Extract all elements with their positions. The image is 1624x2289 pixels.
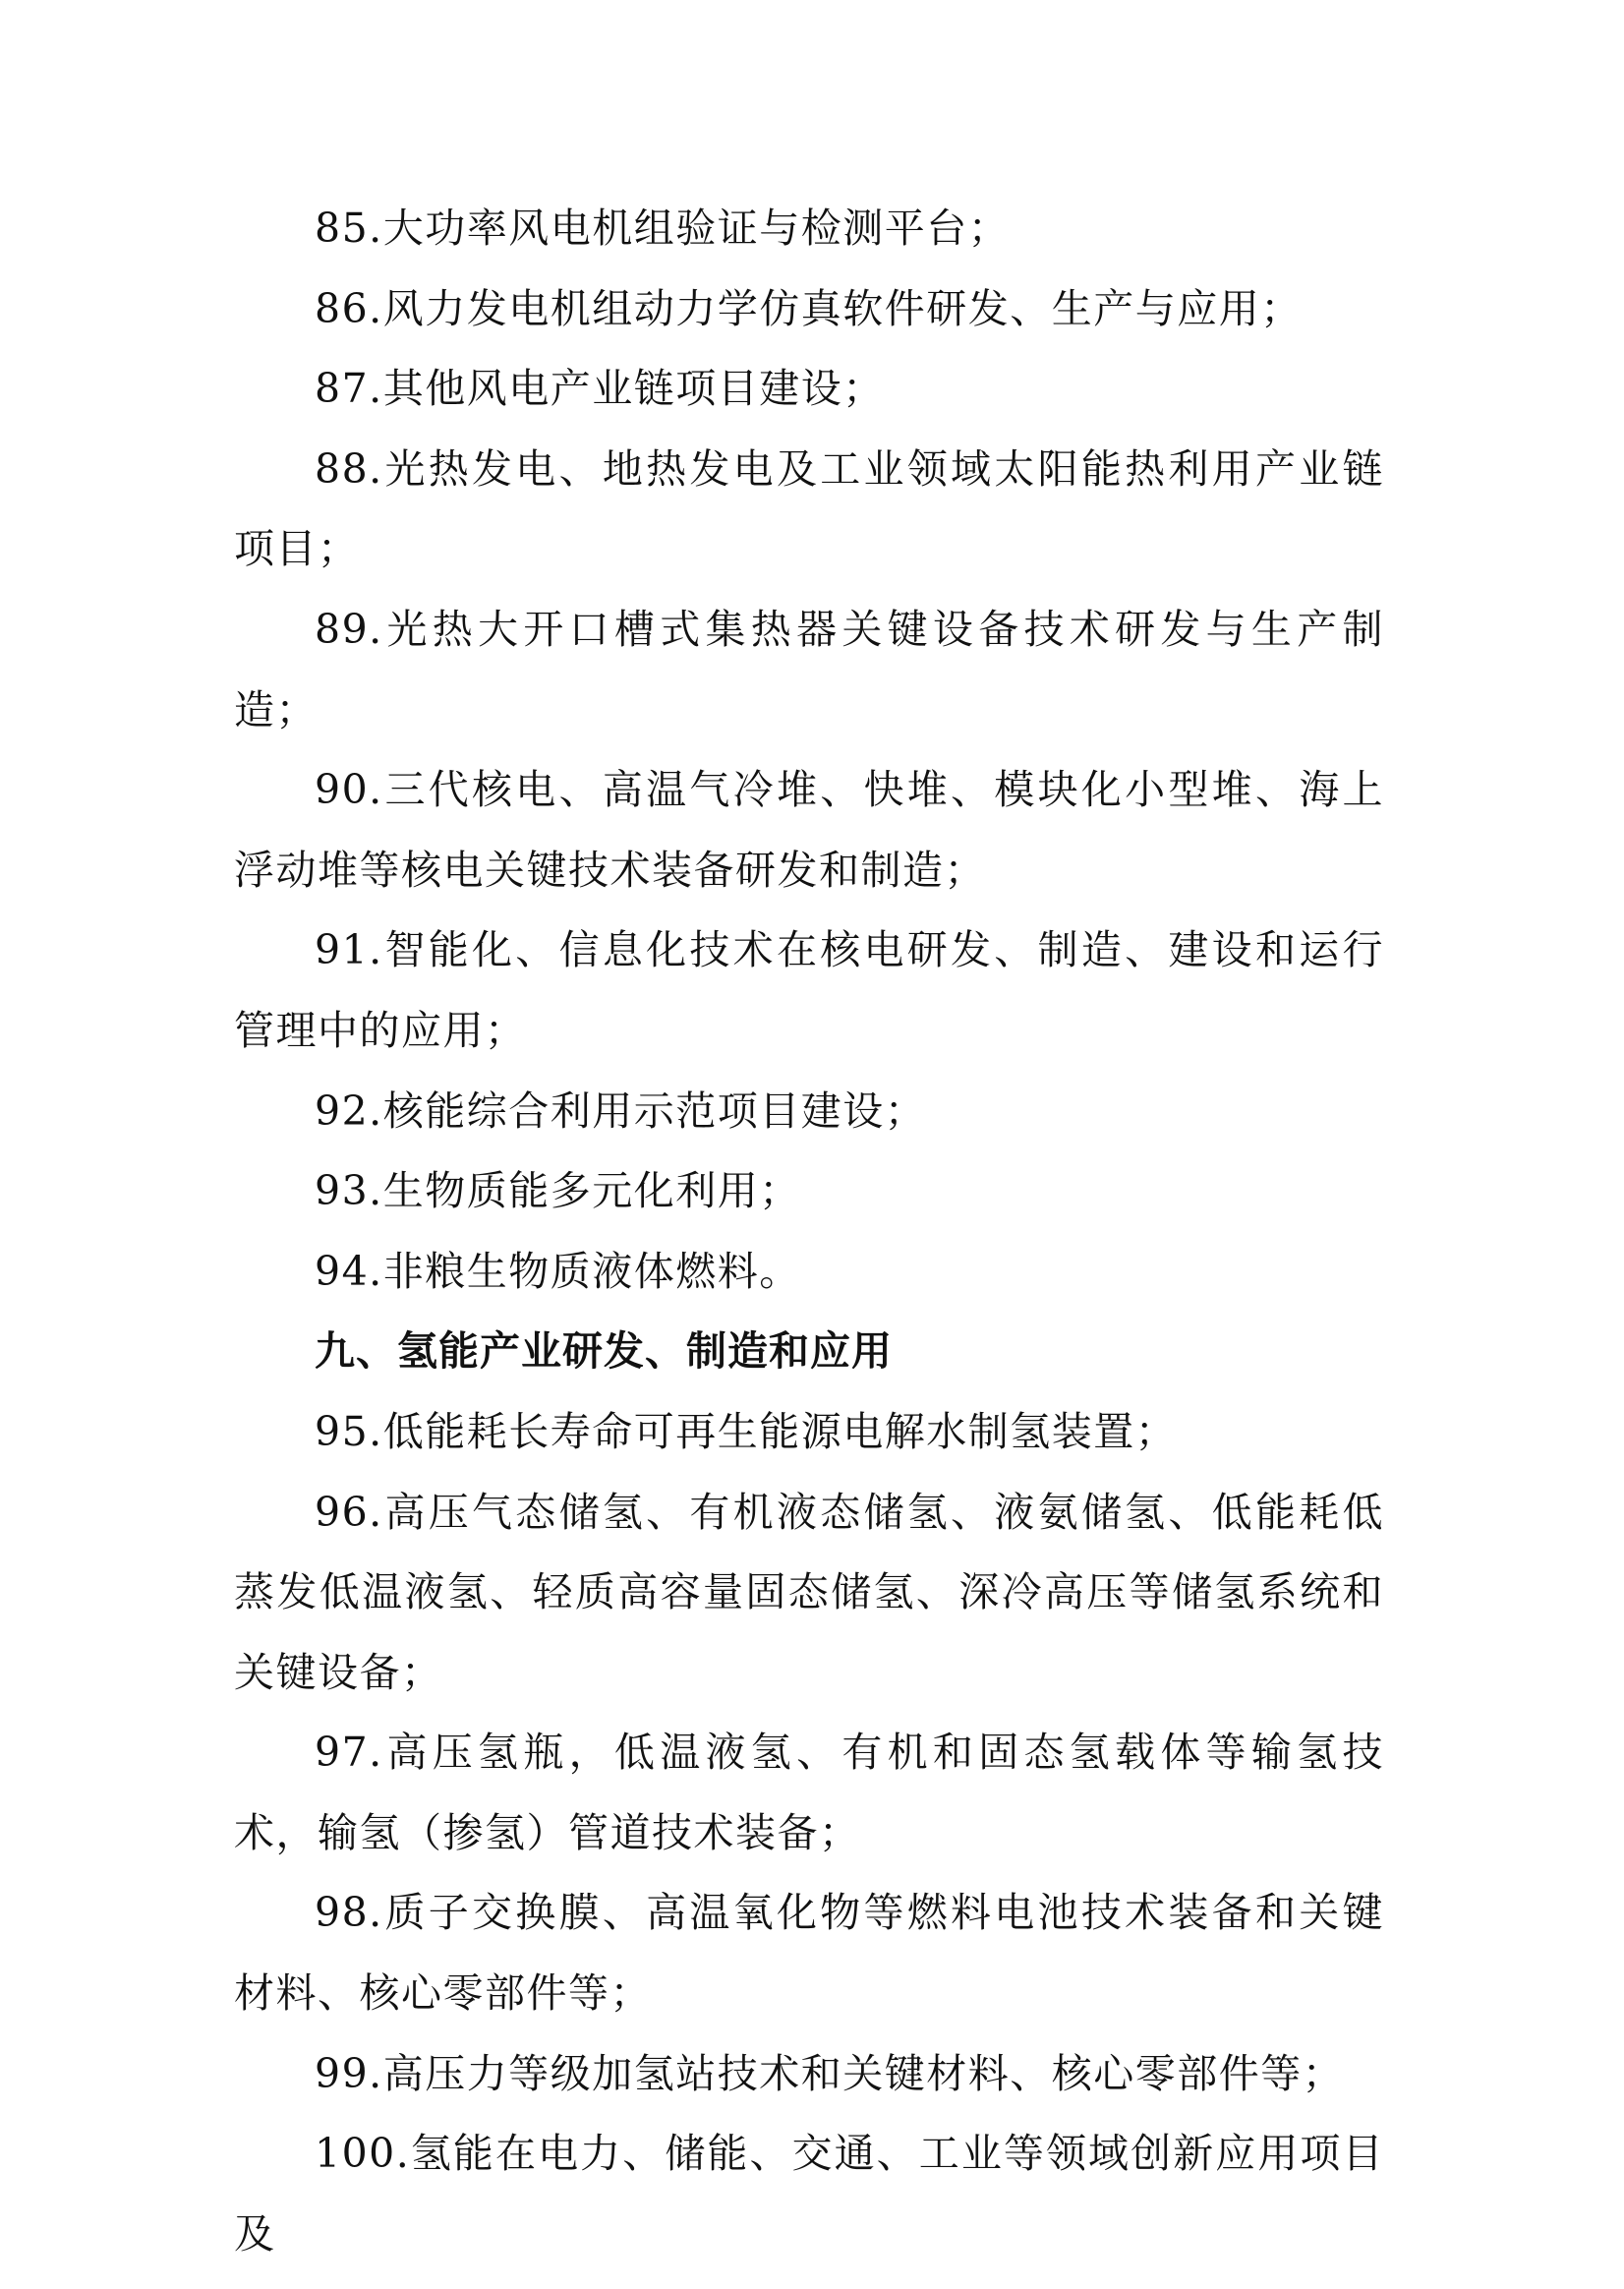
- list-item-94: 94.非粮生物质液体燃料。: [315, 1247, 801, 1295]
- list-item-89: 89.光热大开口槽式集热器关键设备技术研发与生产制造；: [234, 605, 1384, 734]
- list-item-99: 99.高压力等级加氢站技术和关键材料、核心零部件等；: [315, 2049, 1345, 2097]
- list-item-87: 87.其他风电产业链项目建设；: [315, 365, 885, 413]
- list-item-92: 92.核能综合利用示范项目建设；: [315, 1086, 927, 1135]
- list-item-91: 91.智能化、信息化技术在核电研发、制造、建设和运行管理中的应用；: [234, 926, 1384, 1054]
- document-body: [234, 189, 1384, 2274]
- list-item-95: 95.低能耗长寿命可再生能源电解水制氢装置；: [315, 1407, 1178, 1455]
- list-item-100: 100.氢能在电力、储能、交通、工业等领域创新应用项目及: [234, 2130, 1384, 2258]
- list-item-97: 97.高压氢瓶，低温液氢、有机和固态氢载体等输氢技术，输氢（掺氢）管道技术装备；: [234, 1729, 1384, 1856]
- list-item-88: 88.光热发电、地热发电及工业领域太阳能热利用产业链项目；: [234, 444, 1384, 573]
- list-item-85: 85.大功率风电机组验证与检测平台；: [315, 205, 1011, 252]
- list-item-90: 90.三代核电、高温气冷堆、快堆、模块化小型堆、海上浮动堆等核电关键技术装备研发和制造；: [234, 766, 1384, 894]
- list-item-86: 86.风力发电机组动力学仿真软件研发、生产与应用；: [315, 284, 1303, 332]
- section-heading-9: 九、氢能产业研发、制造和应用: [315, 1327, 893, 1376]
- list-item-98: 98.质子交换膜、高温氧化物等燃料电池技术装备和关键材料、核心零部件等；: [234, 1889, 1384, 2018]
- list-item-93: 93.生物质能多元化利用；: [315, 1167, 801, 1215]
- list-item-96: 96.高压气态储氢、有机液态储氢、液氨储氢、低能耗低蒸发低温液氢、轻质高容量固态储氢、深冷高压等储氢系统和关键设备；: [234, 1488, 1384, 1696]
